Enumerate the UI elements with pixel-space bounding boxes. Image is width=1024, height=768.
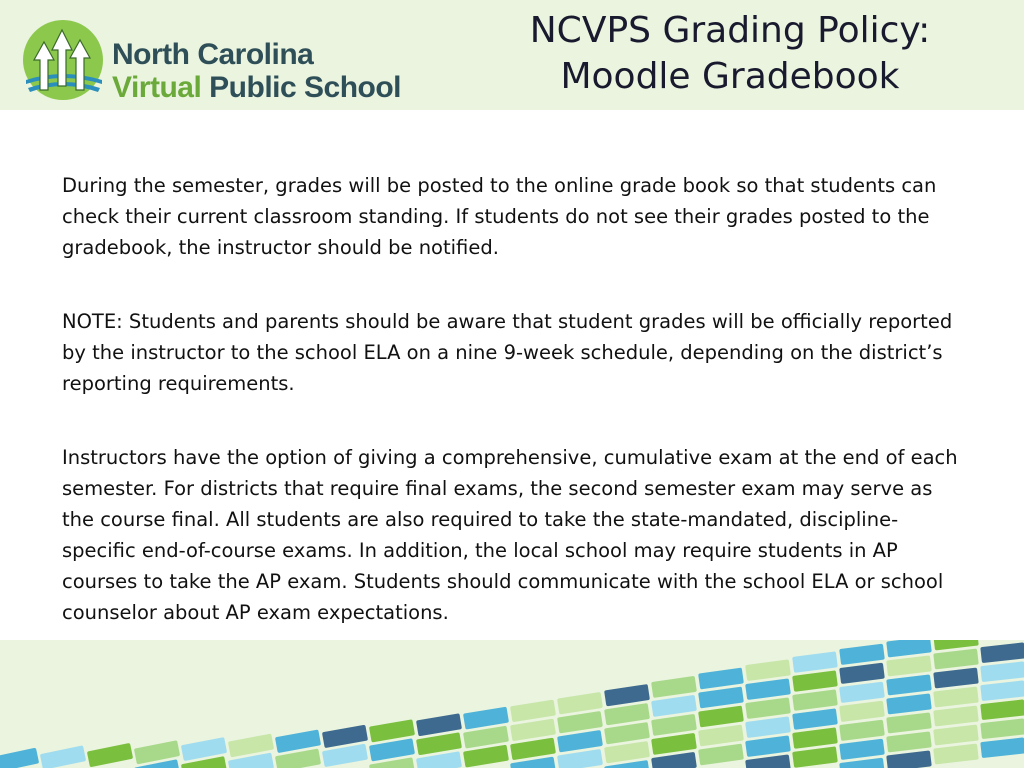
decorative-tile — [980, 718, 1024, 739]
decorative-tile — [745, 697, 791, 719]
decorative-tile — [463, 707, 509, 730]
decorative-tile — [557, 711, 603, 733]
ncvps-logo — [22, 20, 442, 110]
decorative-tile — [510, 700, 556, 723]
decorative-tile — [698, 706, 744, 728]
decorative-tile — [416, 732, 462, 755]
decorative-tile — [651, 695, 697, 717]
decorative-tile — [604, 684, 650, 706]
logo-text-virtual: Virtual — [112, 71, 202, 104]
decorative-tile — [980, 737, 1024, 758]
decorative-tile — [698, 687, 744, 709]
decorative-tile — [792, 727, 838, 749]
decorative-tile — [651, 733, 697, 755]
decorative-tile — [557, 730, 603, 752]
decorative-tile — [604, 741, 650, 763]
decorative-tile — [839, 739, 885, 760]
paragraph-gradebook: During the semester, grades will be posted to the online grade book so that students can check their current classroom standing. If students do not see their grades posted to the gradebook, the instructor should be notified. — [62, 174, 937, 259]
decorative-tile — [698, 725, 744, 747]
slide-title-line2: Moodle Gradebook — [560, 56, 900, 97]
decorative-tile — [839, 663, 885, 684]
tree-arrows-icon — [22, 20, 104, 104]
decorative-tile — [745, 716, 791, 738]
decorative-tile — [886, 731, 932, 752]
decorative-tile — [745, 735, 791, 757]
decorative-tile — [651, 714, 697, 736]
decorative-tile — [980, 680, 1024, 701]
decorative-tile — [745, 754, 791, 768]
decorative-tile — [510, 719, 556, 742]
decorative-tile — [510, 738, 556, 761]
decorative-tile — [886, 674, 932, 695]
decorative-tile — [933, 649, 979, 670]
decorative-tile — [745, 659, 791, 681]
decorative-tile — [557, 749, 603, 768]
decorative-tile — [933, 640, 979, 650]
decorative-tile — [933, 725, 979, 746]
decorative-tile — [886, 640, 932, 657]
logo-text-virtual-public-school — [112, 73, 401, 103]
decorative-tile — [698, 744, 744, 766]
paragraph-exams: Instructors have the option of giving a comprehensive, cumulative exam at the end of each semester. For districts that require final exams, the second semester exam may serve as the course final. All students are also required to take the state-mandated, discipline-specific end-of-course exams. In addition, the local school may require students in AP courses to take the AP exam. Students should communicate with the school ELA or school counselor about AP exam expectations. — [62, 446, 958, 624]
decorative-tile — [463, 745, 509, 768]
decorative-tile — [557, 692, 603, 714]
decorative-tile — [886, 750, 932, 768]
decorative-tile-wave — [0, 640, 1024, 768]
decorative-tile — [651, 676, 697, 698]
decorative-tile — [698, 668, 744, 690]
decorative-tile — [886, 712, 932, 733]
decorative-tile — [933, 706, 979, 727]
decorative-tile — [933, 668, 979, 689]
decorative-tile — [980, 661, 1024, 682]
footer-band — [0, 640, 1024, 768]
decorative-tile — [933, 687, 979, 708]
decorative-tile — [87, 743, 133, 767]
slide-title-line1: NCVPS Grading Policy: — [529, 10, 931, 51]
decorative-tile — [792, 689, 838, 711]
decorative-tile — [463, 726, 509, 749]
decorative-tile — [745, 678, 791, 700]
slide-title — [470, 8, 990, 100]
decorative-tile — [980, 642, 1024, 663]
decorative-tile — [839, 720, 885, 741]
decorative-tile — [792, 670, 838, 692]
logo-text-public-school: Public School — [209, 71, 402, 104]
decorative-tile — [886, 693, 932, 714]
decorative-tile — [792, 651, 838, 673]
paragraph-note: NOTE: Students and parents should be aware that student grades will be officially reported by the instructor to the school ELA on a nine 9-week schedule, depending on the district’s reporting requirements. — [62, 310, 953, 395]
decorative-tile — [980, 699, 1024, 720]
decorative-tile — [604, 703, 650, 725]
decorative-tile — [604, 722, 650, 744]
decorative-tile — [839, 682, 885, 703]
decorative-tile — [886, 655, 932, 676]
logo-text-north-carolina: North Carolina — [112, 38, 314, 71]
decorative-tile — [0, 748, 39, 768]
decorative-tile — [792, 746, 838, 768]
decorative-tile — [839, 701, 885, 722]
decorative-tile — [839, 644, 885, 665]
decorative-tile — [792, 708, 838, 730]
slide-body — [62, 170, 962, 671]
decorative-tile — [40, 745, 86, 768]
decorative-tile — [416, 713, 462, 736]
decorative-tile — [933, 744, 979, 765]
